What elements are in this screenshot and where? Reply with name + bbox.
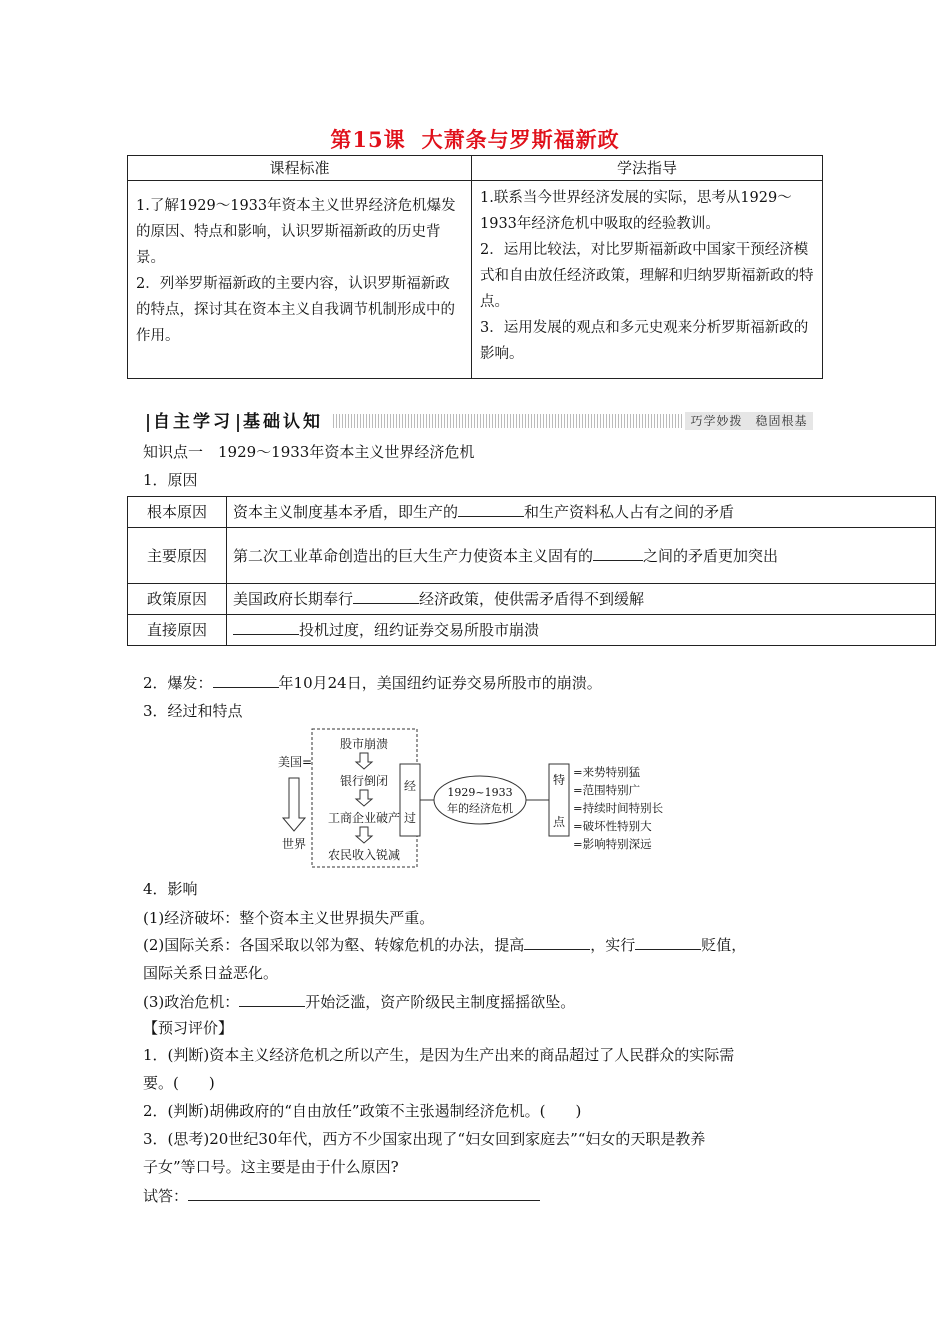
table-row <box>128 497 936 528</box>
feature-item: =范围特别广 <box>573 783 641 797</box>
page-title <box>0 124 950 154</box>
causes-table <box>127 496 936 646</box>
impact-3 <box>143 988 823 1016</box>
chain-step: 农民收入锐减 <box>327 848 401 862</box>
center-label-2: 年的经济危机 <box>447 802 513 815</box>
guidance-item: 2．运用比较法，对比罗斯福新政中国家干预经济模式和自由放任经济政策，理解和归纳罗斯福新政的特点。 <box>480 242 814 310</box>
feature-item: =来势特别猛 <box>573 765 641 779</box>
cause-key: 直接原因 <box>128 615 227 646</box>
cause-text-before: 美国政府长期奉行 <box>233 590 354 608</box>
crisis-diagram <box>272 726 692 871</box>
answer-label: 试答： <box>143 1187 189 1205</box>
impact-1: (1)经济破坏：整个资本主义世界损失严重。 <box>143 909 435 927</box>
question-1-b: 要。( ) <box>143 1074 215 1092</box>
outbreak-line <box>143 672 602 694</box>
banner-left2: 基础认知 <box>243 412 323 432</box>
feature-item: =破坏性特别大 <box>573 819 652 833</box>
cause-key: 主要原因 <box>128 528 227 584</box>
fill-blank[interactable] <box>635 935 701 950</box>
question-1 <box>143 1041 823 1097</box>
crisis-ellipse <box>434 776 526 824</box>
standards-header: 课程标准 <box>128 156 472 181</box>
cause-text <box>227 497 936 528</box>
impact-3-b: 开始泛滥，资产阶级民主制度摇摇欲坠。 <box>305 993 576 1011</box>
guidance-cell <box>472 181 823 379</box>
cause-text <box>227 528 936 584</box>
process-box <box>400 764 420 836</box>
divider <box>147 414 149 432</box>
impact-2-b: ，实行 <box>590 936 636 954</box>
knowledge-point: 知识点一 1929～1933年资本主义世界经济危机 <box>143 443 475 461</box>
process-label-1: 经 <box>403 779 417 793</box>
banner-tag: 巧学妙拨 稳固根基 <box>685 412 813 430</box>
fill-blank[interactable] <box>353 589 419 604</box>
lesson-number: 第15课 <box>330 127 406 152</box>
fill-blank[interactable] <box>524 935 590 950</box>
question-2: 2．(判断)胡佛政府的“自由放任”政策不主张遏制经济危机。( ) <box>143 1102 582 1120</box>
impact-2-a: (2)国际关系：各国采取以邻为壑、转嫁危机的办法，提高 <box>143 936 525 954</box>
guidance-item: 1.联系当今世界经济发展的实际，思考从1929～1933年经济危机中吸取的经验教训。 <box>480 190 792 232</box>
cause-text-before: 第二次工业革命创造出的巨大生产力使资本主义固有的 <box>233 546 594 565</box>
impact-2-c: 贬值， <box>701 936 747 954</box>
usa-label: 美国= <box>278 755 313 769</box>
cause-text-after: 和生产资料私人占有之间的矛盾 <box>524 503 735 521</box>
cause-text-before: 资本主义制度基本矛盾，即生产的 <box>233 503 459 521</box>
banner-hatch <box>333 414 683 428</box>
feature-list <box>573 765 664 851</box>
outbreak-label: 2．爆发： <box>143 674 213 692</box>
question-3-a: 3．(思考)20世纪30年代，西方不少国家出现了“妇女回到家庭去”“妇女的天职是教养 <box>143 1130 706 1148</box>
chain-step: 工商企业破产 <box>327 811 401 825</box>
table-row <box>128 584 936 615</box>
answer-input[interactable] <box>188 1184 540 1201</box>
question-3 <box>143 1125 823 1181</box>
guidance-header: 学法指导 <box>472 156 823 181</box>
cause-text-after: 经济政策，使供需矛盾得不到缓解 <box>419 590 645 608</box>
fill-blank[interactable] <box>213 673 279 688</box>
cause-key: 政策原因 <box>128 584 227 615</box>
banner-left1: 自主学习 <box>153 412 233 432</box>
standard-item: 1.了解1929～1933年资本主义世界经济危机爆发的原因、特点和影响，认识罗斯福新政的历史背景。 <box>136 198 456 266</box>
impact-3-a: (3)政治危机： <box>143 993 240 1011</box>
table-row <box>128 528 936 584</box>
answer-line <box>143 1182 823 1210</box>
lesson-name: 大萧条与罗斯福新政 <box>421 127 620 152</box>
feature-item: =影响特别深远 <box>573 837 652 851</box>
process-label-2: 过 <box>403 811 417 825</box>
cause-text-after: 之间的矛盾更加突出 <box>643 546 779 565</box>
fill-blank[interactable] <box>458 502 524 517</box>
question-3-b: 子女”等口号。这主要是由于什么原因? <box>143 1158 399 1176</box>
fill-blank[interactable] <box>233 620 299 635</box>
preview-heading: 【预习评价】 <box>143 1019 234 1037</box>
standard-item: 2．列举罗斯福新政的主要内容，认识罗斯福新政的特点，探讨其在资本主义自我调节机制形成中的作用。 <box>136 276 455 344</box>
world-label: 世界 <box>282 837 307 851</box>
center-label-1: 1929~1933 <box>447 786 513 799</box>
banner-label <box>143 410 323 434</box>
fill-blank[interactable] <box>593 546 643 561</box>
chain-step: 银行倒闭 <box>339 774 389 788</box>
standards-cell <box>128 181 472 379</box>
cause-heading: 1．原因 <box>143 471 198 489</box>
table-row <box>128 615 936 646</box>
cause-key: 根本原因 <box>128 497 227 528</box>
cause-text-after: 投机过度，纽约证券交易所股市崩溃 <box>299 621 540 639</box>
fill-blank[interactable] <box>239 992 305 1007</box>
feature-label-2: 点 <box>552 815 566 829</box>
feature-item: =持续时间特别长 <box>573 801 664 815</box>
chain-step: 股市崩溃 <box>339 737 389 751</box>
cause-text <box>227 584 936 615</box>
cause-text <box>227 615 936 646</box>
guidance-item: 3．运用发展的观点和多元史观来分析罗斯福新政的影响。 <box>480 320 809 362</box>
impact-2-d: 国际关系日益恶化。 <box>143 964 279 982</box>
feature-label-1: 特 <box>552 773 566 787</box>
question-1-a: 1．(判断)资本主义经济危机之所以产生，是因为生产出来的商品超过了人民群众的实际需 <box>143 1046 735 1064</box>
chain-arrows <box>356 753 372 843</box>
section-banner <box>143 410 813 434</box>
divider <box>237 414 239 432</box>
outbreak-text: 年10月24日，美国纽约证券交易所股市的崩溃。 <box>278 674 602 692</box>
impact-heading: 4．影响 <box>143 880 198 898</box>
usa-to-world-arrow <box>283 778 305 831</box>
impact-2 <box>143 931 823 987</box>
standards-table <box>127 155 823 379</box>
process-heading: 3．经过和特点 <box>143 702 243 720</box>
